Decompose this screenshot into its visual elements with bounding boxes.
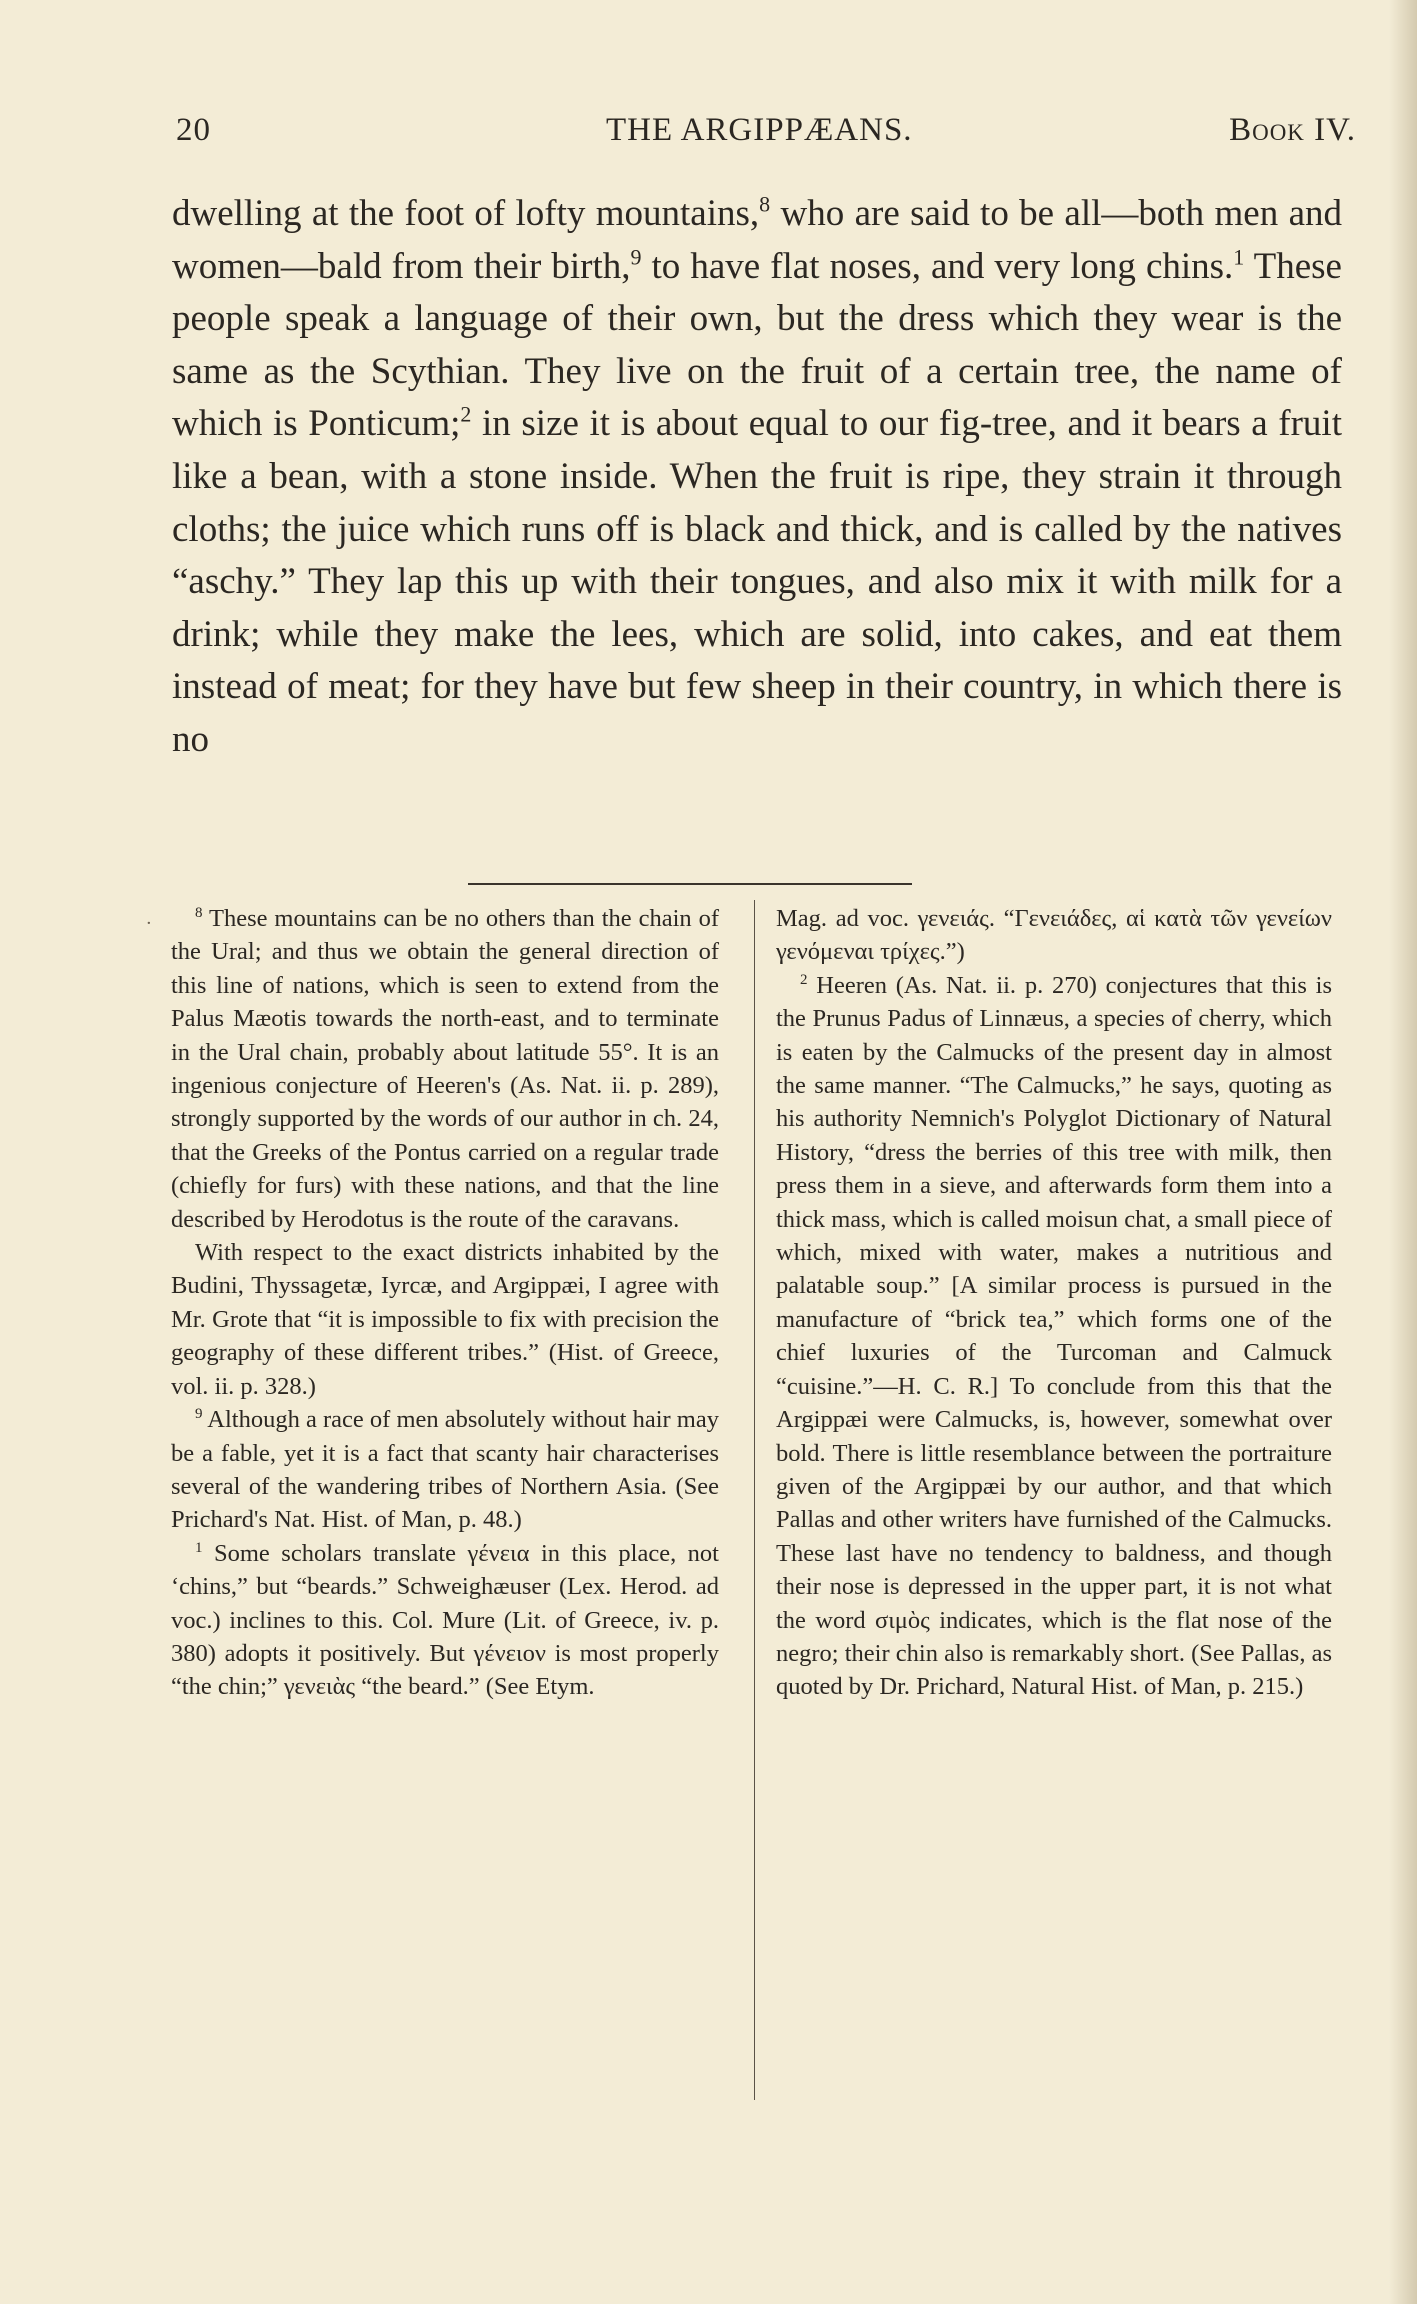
footnote-number: 8 <box>195 904 203 921</box>
footnote-number: 1 <box>195 1539 203 1556</box>
footnote-ref[interactable]: 1 <box>1233 244 1245 270</box>
footnote-ref[interactable]: 9 <box>630 244 642 270</box>
main-text-seg: dwelling at the foot of lofty mountains, <box>172 193 760 234</box>
book-label: Book IV. <box>1229 112 1356 148</box>
footnote-8-continued: With respect to the exact districts inhabited by the Budini, Thyssagetæ, Iyrcæ, and Argippæi, I agree with Mr. Grote that “it is impossible to fix with precision the geography of these different tribes.” (Hist. of Greece, vol. ii. p. 328.) <box>171 1239 719 1400</box>
page-edge-shadow <box>1389 0 1417 2304</box>
footnote-2 <box>776 969 1332 1704</box>
footnotes-right-column <box>776 902 1332 1704</box>
footnote-text: Although a race of men absolutely without hair may be a fable, yet it is a fact that scanty hair characterises several of the wandering tribes of Northern Asia. (See Prichard's Nat. Hist. of Man, p. 48.) <box>171 1406 719 1534</box>
main-text-seg: to have flat noses, and very long chins. <box>641 245 1234 287</box>
footnote-9 <box>171 1403 719 1537</box>
page-number: 20 <box>176 112 211 148</box>
running-head <box>176 112 1356 156</box>
footnote-text: These mountains can be no others than the chain of the Ural; and thus we obtain the general direction of this line of nations, which is seen to extend from the Palus Mæotis towards the north-east, and to terminate in the Ural chain, probably about latitude 55°. It is an ingenious conjecture of Heeren's (As. Nat. ii. p. 289), strongly supported by the words of our author in ch. 24, that the Greeks of the Pontus carried on a regular trade (chiefly for furs) with these nations, and that the line described by Herodotus is the route of the caravans. <box>171 905 719 1233</box>
footnote-rule <box>468 883 912 885</box>
main-text <box>172 188 1342 767</box>
main-text-seg: who are said to be all—both men and women—bald from their birth, <box>172 193 1342 287</box>
margin-mark-icon: · <box>146 913 152 934</box>
footnote-text: Some scholars translate γένεια in this place, not ‘chins,” but “beards.” Schweighæuser (Lex. Herod. ad voc.) inclines to this. Col. Mure (Lit. of Greece, iv. p. 380) adopts it positively. But γένειον is most properly “the chin;” γενειὰς “the beard.” (See Etym. <box>171 1539 719 1701</box>
main-text-seg: These people speak a language of their own, but the dress which they wear is the same as the Scythian. They live on the fruit of a certain tree, the name of which is Ponticum; <box>172 245 1342 445</box>
footnote-1 <box>171 1537 719 1704</box>
footnote-ref[interactable]: 8 <box>759 191 771 217</box>
column-divider <box>754 900 755 2100</box>
running-title: THE ARGIPPÆANS. <box>606 112 913 148</box>
footnote-number: 2 <box>800 971 808 988</box>
footnote-1-continued: Mag. ad voc. γενειάς. “Γενειάδες, αἱ κατὰ τῶν γενείων γενόμεναι τρίχες.”) <box>776 905 1332 966</box>
footnote-text: Heeren (As. Nat. ii. p. 270) conjectures that this is the Prunus Padus of Linnæus, a species of cherry, which is eaten by the Calmucks of the present day in almost the same manner. “The Calmucks,” he says, quoting as his authority Nemnich's Polyglot Dictionary of Natural History, “dress the berries of this tree with milk, then press them in a sieve, and afterwards form them into a thick mass, which is called moisun chat, a small piece of which, mixed with water, makes a nutritious and palatable soup.” [A similar process is pursued in the manufacture of “brick tea,” which forms one of the chief luxuries of the Turcoman and Calmuck “cuisine.”—H. C. R.] To conclude from this that the Argippæi were Calmucks, is, however, somewhat over bold. There is little resemblance between the portraiture given of the Argippæi by our author, and that which Pallas and other writers have furnished of the Calmucks. These last have no tendency to baldness, and though their nose is depressed in the upper part, it is not what the word σιμὸς indicates, which is the flat nose of the negro; their chin also is remarkably short. (See Pallas, as quoted by Dr. Prichard, Natural Hist. of Man, p. 215.) <box>776 971 1332 1701</box>
main-text-seg: in size it is about equal to our fig-tree, and it bears a fruit like a bean, with a stone inside. When the fruit is ripe, they strain it through cloths; the juice which runs off is black and thick, and is called by the natives “aschy.” They lap this up with their tongues, and also mix it with milk for a drink; while they make the lees, which are solid, into cakes, and eat them instead of meat; for they have but few sheep in their country, in which there is no <box>172 403 1342 760</box>
footnote-number: 9 <box>195 1405 203 1422</box>
footnotes-left-column <box>171 902 719 1704</box>
footnote-ref[interactable]: 2 <box>460 402 472 428</box>
footnote-8 <box>171 902 719 1236</box>
